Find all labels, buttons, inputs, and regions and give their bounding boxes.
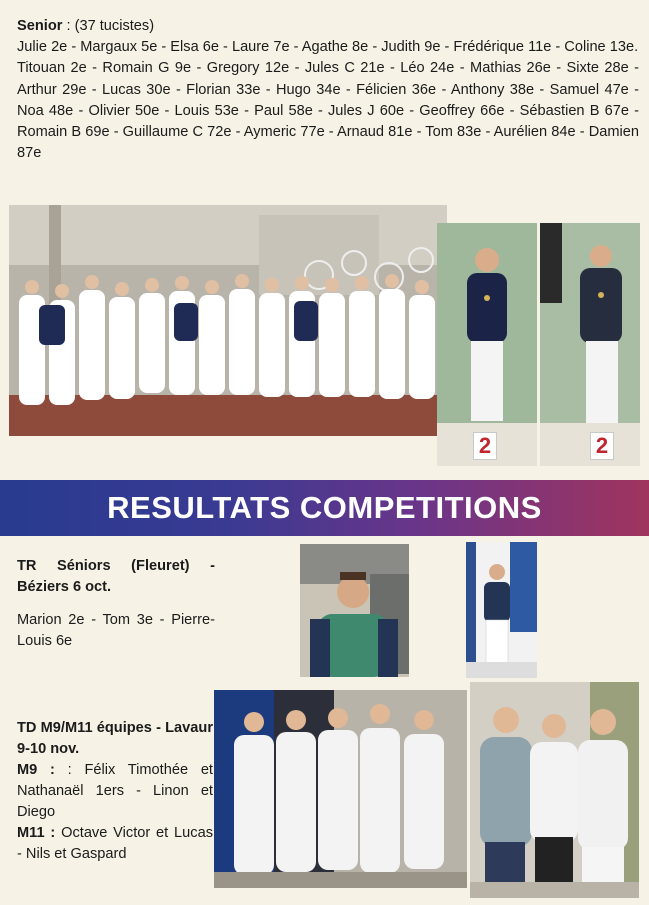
tr-podium-photo [466,542,537,678]
senior-women-results: Julie 2e - Margaux 5e - Elsa 6e - Laure 7e - Agathe 8e - Judith 9e - Frédérique 11e - Coline 13e. [17,39,639,56]
results-banner [0,480,649,536]
senior-heading: Senior : (37 tucistes) [17,18,155,34]
podium-photo-left [437,223,537,466]
m11-text: Octave Victor et Lucas - Nils et Gaspard [17,825,213,862]
senior-title: Senior [17,18,63,34]
td-m11-results [17,823,213,865]
senior-results [17,16,639,164]
m9-text: : Félix Timothée et Nathanaël 1ers - Linon et Diego [17,762,213,820]
senior-men-results: Titouan 2e - Romain G 9e - Gregory 12e - Jules C 21e - Léo 24e - Mathias 26e - Sixte 28e - Arthur 29e - Lucas 30e - Florian 33e - Hugo 34e - Félicien 36e - Anthony 38e - Samuel 47e - Noa 48e - Olivier 50e - Louis 53e - Paul 58e - Jules J 60e - Geoffrey 66e - Sébastien B 67e - Romain B 69e - Guillaume C 72e - Aymeric 77e - Arnaud 81e - Tom 83e - Aurélien 84e - Damien 87e [17,60,639,162]
m9-label: M9 : [17,762,55,778]
podium-place-left: 2 [473,432,497,460]
tr-athlete-photo [300,544,409,677]
tr-seniors-block [17,556,215,652]
td-teams-title: TD M9/M11 équipes - Lavaur 9-10 nov. [17,720,213,757]
td-teams-block [17,718,213,865]
podium-photo-right [540,223,640,466]
m11-team-photo [470,682,639,898]
m11-label: M11 : [17,825,56,841]
team-group-photo [9,205,447,436]
tr-seniors-title: TR Séniors (Fleuret) - Béziers 6 oct. [17,558,215,595]
banner-title: RESULTATS COMPETITIONS [107,490,542,525]
td-m9-results [17,760,213,823]
senior-count: (37 tucistes) [74,18,155,34]
podium-place-right: 2 [590,432,614,460]
m9-team-photo [214,690,467,888]
tr-seniors-results: Marion 2e - Tom 3e - Pierre-Louis 6e [17,612,215,649]
